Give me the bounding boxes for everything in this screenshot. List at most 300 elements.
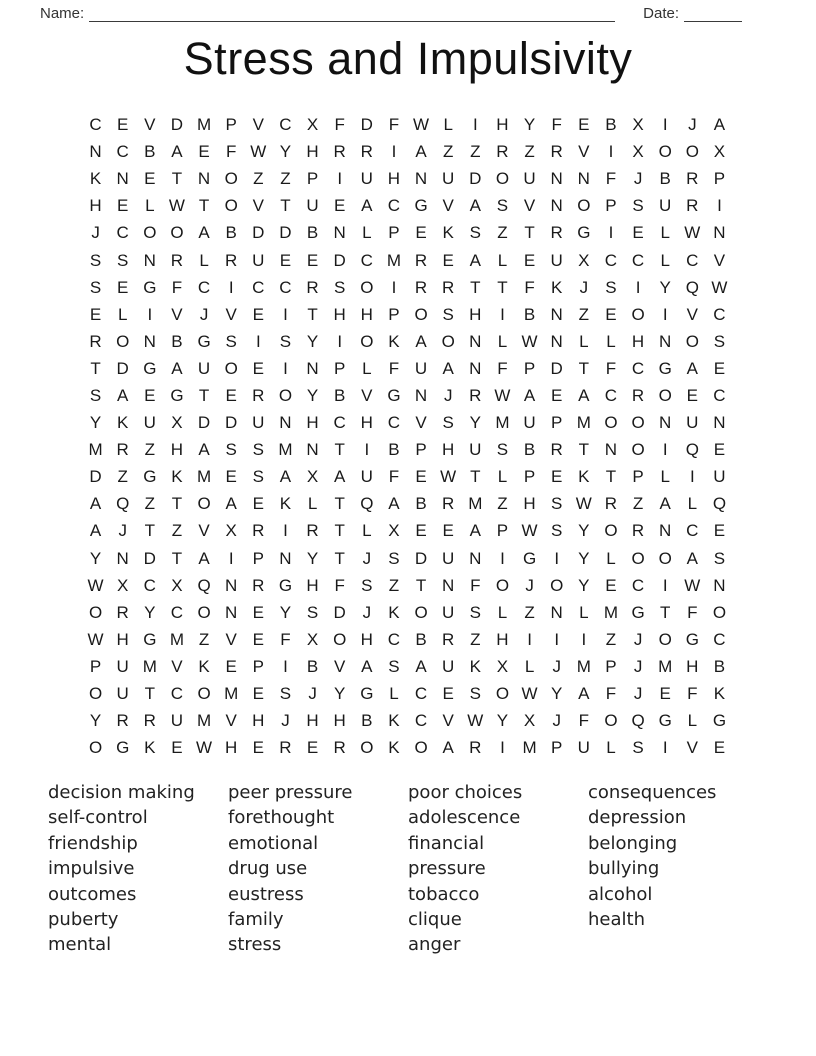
grid-letter: L: [362, 521, 372, 541]
grid-letter: H: [442, 440, 455, 460]
grid-letter: W: [684, 223, 701, 243]
word-search-grid: [82, 111, 733, 762]
grid-letter: G: [522, 548, 537, 568]
grid-letter: V: [198, 521, 210, 541]
grid-letter: S: [89, 277, 102, 297]
grid-letter: M: [196, 115, 212, 135]
grid-letter: R: [333, 142, 346, 162]
grid-letter: E: [415, 521, 427, 541]
grid-letter: C: [686, 521, 699, 541]
grid-letter: O: [495, 169, 510, 189]
word-item: eustress: [228, 883, 304, 905]
grid-letter: Y: [306, 331, 319, 351]
grid-letter: R: [442, 629, 455, 649]
grid-letter: R: [469, 738, 482, 758]
grid-letter: P: [523, 358, 536, 378]
grid-letter: P: [252, 548, 264, 568]
grid-letter: A: [198, 548, 210, 568]
grid-letter: A: [361, 656, 373, 676]
grid-letter: N: [550, 196, 563, 216]
grid-letter: Y: [306, 385, 319, 405]
grid-letter: T: [307, 304, 318, 324]
grid-letter: I: [500, 304, 505, 324]
word-item: health: [588, 909, 645, 931]
grid-letter: S: [469, 223, 481, 243]
grid-letter: D: [225, 413, 238, 433]
grid-letter: A: [442, 738, 454, 758]
grid-letter: Z: [144, 494, 155, 514]
grid-letter: I: [283, 304, 288, 324]
grid-letter: N: [225, 575, 238, 595]
grid-letter: C: [713, 385, 726, 405]
grid-letter: U: [197, 358, 211, 378]
grid-letter: O: [495, 575, 510, 595]
grid-letter: O: [658, 548, 672, 568]
grid-letter: K: [89, 169, 102, 189]
grid-letter: E: [713, 738, 726, 758]
grid-letter: O: [441, 331, 455, 351]
grid-letter: P: [605, 196, 617, 216]
grid-letter: S: [361, 575, 373, 595]
grid-letter: E: [578, 115, 590, 135]
grid-letter: Z: [497, 223, 508, 243]
grid-letter: K: [713, 684, 726, 704]
grid-letter: H: [360, 413, 373, 433]
grid-letter: S: [225, 331, 237, 351]
grid-letter: B: [713, 656, 726, 676]
grid-letter: S: [605, 277, 617, 297]
grid-letter: Y: [578, 575, 590, 595]
grid-letter: E: [252, 738, 264, 758]
grid-letter: T: [198, 196, 210, 216]
grid-letter: H: [306, 142, 319, 162]
grid-letter: Z: [442, 142, 454, 162]
grid-letter: J: [91, 223, 100, 243]
grid-letter: F: [388, 467, 400, 487]
grid-letter: H: [225, 738, 238, 758]
grid-letter: I: [608, 142, 614, 162]
grid-letter: R: [252, 575, 265, 595]
grid-letter: V: [523, 196, 536, 216]
grid-letter: O: [197, 684, 211, 704]
grid-letter: A: [469, 250, 481, 270]
grid-letter: N: [469, 358, 482, 378]
grid-letter: S: [89, 385, 102, 405]
grid-letter: R: [442, 494, 455, 514]
grid-letter: L: [579, 331, 589, 351]
grid-letter: L: [579, 602, 589, 622]
grid-letter: G: [685, 629, 699, 649]
grid-letter: G: [143, 629, 157, 649]
grid-letter: B: [415, 494, 427, 514]
grid-letter: P: [415, 440, 427, 460]
grid-letter: U: [143, 413, 156, 433]
grid-letter: W: [711, 277, 728, 297]
grid-letter: I: [662, 738, 668, 758]
grid-letter: E: [252, 358, 264, 378]
grid-letter: T: [334, 440, 345, 460]
grid-letter: M: [278, 440, 293, 460]
grid-letter: W: [196, 738, 213, 758]
grid-letter: A: [388, 494, 400, 514]
grid-letter: R: [686, 169, 699, 189]
grid-letter: D: [279, 223, 292, 243]
grid-letter: K: [388, 711, 400, 731]
grid-letter: E: [551, 467, 563, 487]
grid-letter: O: [224, 169, 238, 189]
grid-letter: O: [685, 142, 699, 162]
grid-letter: P: [713, 169, 726, 189]
grid-letter: L: [497, 602, 508, 622]
grid-letter: O: [414, 304, 428, 324]
word-item: family: [228, 909, 284, 931]
grid-letter: O: [495, 684, 510, 704]
grid-letter: G: [658, 358, 672, 378]
grid-letter: L: [389, 684, 399, 704]
grid-letter: J: [118, 521, 127, 541]
grid-letter: O: [360, 738, 374, 758]
grid-letter: L: [497, 250, 508, 270]
grid-letter: L: [606, 331, 616, 351]
grid-letter: O: [604, 521, 618, 541]
grid-letter: Q: [116, 494, 130, 514]
grid-letter: A: [89, 494, 102, 514]
grid-letter: S: [551, 521, 563, 541]
word-list-column: [48, 780, 228, 958]
name-blank-line[interactable]: [89, 7, 615, 22]
grid-letter: V: [171, 304, 183, 324]
grid-letter: P: [551, 738, 563, 758]
grid-letter: R: [252, 385, 265, 405]
grid-letter: T: [470, 277, 481, 297]
grid-letter: F: [578, 711, 589, 731]
grid-letter: U: [360, 467, 373, 487]
grid-letter: I: [283, 521, 288, 541]
grid-letter: O: [414, 602, 428, 622]
word-item: clique: [408, 909, 462, 931]
grid-letter: P: [496, 521, 509, 541]
grid-letter: C: [414, 711, 428, 731]
grid-letter: E: [252, 494, 264, 514]
grid-letter: F: [605, 358, 617, 378]
grid-letter: V: [252, 115, 264, 135]
grid-letter: E: [144, 169, 156, 189]
grid-letter: N: [550, 304, 563, 324]
grid-letter: Y: [469, 413, 481, 433]
grid-letter: Y: [306, 548, 319, 568]
grid-letter: G: [387, 385, 401, 405]
grid-letter: U: [360, 169, 373, 189]
grid-letter: W: [684, 575, 701, 595]
grid-letter: O: [360, 331, 374, 351]
grid-letter: C: [713, 629, 726, 649]
grid-letter: S: [713, 331, 726, 351]
grid-letter: A: [578, 385, 590, 405]
grid-letter: T: [334, 521, 345, 541]
grid-letter: X: [306, 115, 319, 135]
word-item: pressure: [408, 858, 486, 880]
grid-letter: L: [606, 548, 616, 568]
grid-letter: R: [333, 738, 346, 758]
grid-letter: X: [632, 115, 644, 135]
word-item: financial: [408, 832, 485, 854]
grid-letter: L: [497, 331, 508, 351]
grid-letter: L: [687, 711, 698, 731]
grid-letter: I: [554, 629, 560, 649]
grid-letter: E: [713, 358, 726, 378]
grid-letter: N: [713, 223, 726, 243]
grid-letter: T: [334, 494, 345, 514]
grid-letter: M: [658, 656, 673, 676]
grid-letter: V: [442, 196, 454, 216]
grid-letter: H: [116, 629, 129, 649]
grid-letter: A: [469, 521, 481, 541]
grid-letter: Y: [89, 413, 102, 433]
grid-letter: R: [279, 738, 292, 758]
grid-letter: R: [631, 385, 645, 405]
grid-letter: E: [632, 223, 644, 243]
grid-letter: A: [523, 385, 536, 405]
grid-letter: V: [225, 304, 237, 324]
grid-letter: R: [143, 711, 156, 731]
grid-letter: R: [252, 521, 265, 541]
grid-letter: F: [605, 169, 617, 189]
grid-letter: O: [604, 413, 618, 433]
grid-letter: H: [306, 711, 319, 731]
grid-letter: C: [279, 277, 292, 297]
grid-letter: E: [117, 115, 129, 135]
grid-letter: H: [387, 169, 401, 189]
grid-letter: C: [143, 575, 156, 595]
grid-letter: G: [143, 467, 157, 487]
grid-letter: O: [712, 602, 727, 622]
grid-letter: Y: [496, 711, 509, 731]
grid-letter: A: [659, 494, 671, 514]
date-blank-line[interactable]: [684, 7, 742, 22]
grid-letter: H: [306, 413, 319, 433]
grid-letter: E: [252, 629, 264, 649]
page-title: Stress and Impulsivity: [183, 33, 633, 84]
grid-letter: Q: [685, 440, 699, 460]
grid-letter: N: [469, 548, 482, 568]
grid-letter: E: [117, 277, 129, 297]
grid-letter: O: [658, 142, 672, 162]
grid-letter: X: [713, 142, 726, 162]
grid-letter: C: [252, 277, 265, 297]
grid-letter: E: [89, 304, 102, 324]
grid-letter: S: [551, 494, 563, 514]
grid-letter: U: [116, 656, 129, 676]
grid-letter: I: [581, 629, 587, 649]
grid-letter: Y: [279, 602, 292, 622]
grid-letter: G: [658, 711, 672, 731]
grid-letter: O: [631, 413, 645, 433]
grid-letter: W: [413, 115, 430, 135]
grid-letter: P: [388, 223, 400, 243]
grid-letter: Z: [470, 142, 481, 162]
grid-letter: L: [687, 494, 698, 514]
grid-letter: I: [391, 142, 397, 162]
grid-letter: S: [469, 684, 481, 704]
grid-letter: J: [633, 656, 643, 676]
grid-letter: Z: [470, 629, 481, 649]
grid-letter: V: [334, 656, 346, 676]
grid-letter: A: [334, 467, 346, 487]
grid-letter: H: [523, 494, 536, 514]
grid-letter: T: [497, 277, 508, 297]
grid-letter: R: [604, 494, 618, 514]
grid-letter: H: [496, 629, 509, 649]
grid-letter: R: [89, 331, 102, 351]
grid-letter: T: [144, 521, 155, 541]
grid-letter: P: [523, 467, 536, 487]
grid-letter: C: [279, 115, 292, 135]
grid-letter: V: [252, 196, 264, 216]
grid-letter: A: [361, 196, 373, 216]
grid-letter: D: [116, 358, 129, 378]
grid-letter: S: [252, 467, 264, 487]
grid-letter: R: [116, 440, 129, 460]
grid-letter: A: [578, 684, 590, 704]
grid-letter: J: [579, 277, 589, 297]
grid-letter: R: [225, 250, 238, 270]
grid-letter: R: [116, 711, 129, 731]
grid-letter: N: [197, 169, 211, 189]
grid-letter: S: [496, 196, 509, 216]
grid-letter: Z: [605, 629, 617, 649]
grid-letter: X: [578, 250, 590, 270]
grid-letter: W: [494, 385, 511, 405]
grid-letter: W: [168, 196, 185, 216]
grid-letter: E: [279, 250, 292, 270]
grid-letter: C: [604, 385, 618, 405]
grid-letter: I: [717, 196, 722, 216]
grid-letter: J: [552, 656, 561, 676]
grid-letter: Y: [523, 115, 536, 135]
grid-letter: F: [334, 115, 345, 135]
grid-letter: K: [578, 467, 590, 487]
grid-letter: B: [225, 223, 237, 243]
grid-letter: H: [333, 711, 346, 731]
grid-letter: D: [197, 413, 211, 433]
grid-letter: O: [333, 629, 347, 649]
grid-letter: Z: [253, 169, 264, 189]
grid-letter: F: [280, 629, 291, 649]
grid-letter: L: [497, 467, 508, 487]
grid-letter: E: [415, 223, 427, 243]
grid-letter: O: [658, 629, 672, 649]
grid-letter: B: [659, 169, 671, 189]
grid-letter: J: [688, 115, 697, 135]
grid-letter: I: [500, 738, 505, 758]
grid-letter: T: [171, 169, 183, 189]
grid-letter: E: [442, 521, 454, 541]
grid-letter: B: [361, 711, 373, 731]
grid-letter: R: [170, 250, 184, 270]
grid-letter: T: [524, 223, 535, 243]
word-item: stress: [228, 934, 282, 956]
grid-letter: Y: [334, 684, 346, 704]
word-item: poor choices: [408, 782, 523, 803]
grid-letter: O: [577, 196, 591, 216]
grid-letter: E: [442, 250, 454, 270]
word-item: outcomes: [48, 883, 137, 905]
grid-letter: G: [170, 385, 184, 405]
grid-letter: F: [524, 277, 535, 297]
grid-letter: A: [415, 656, 427, 676]
grid-letter: C: [116, 142, 129, 162]
grid-letter: G: [116, 738, 130, 758]
grid-letter: T: [659, 602, 671, 622]
grid-letter: I: [527, 629, 532, 649]
grid-letter: K: [144, 738, 156, 758]
grid-letter: Y: [578, 521, 590, 541]
grid-letter: S: [713, 548, 726, 568]
grid-letter: I: [472, 115, 478, 135]
grid-letter: I: [283, 656, 288, 676]
grid-letter: T: [171, 494, 183, 514]
grid-letter: W: [467, 711, 484, 731]
grid-letter: F: [388, 358, 400, 378]
grid-letter: C: [170, 684, 184, 704]
grid-letter: T: [578, 358, 589, 378]
grid-letter: F: [497, 358, 508, 378]
grid-letter: G: [360, 684, 374, 704]
grid-letter: C: [387, 629, 401, 649]
grid-letter: H: [631, 331, 645, 351]
grid-letter: B: [523, 440, 536, 460]
grid-letter: E: [252, 304, 264, 324]
grid-letter: J: [633, 169, 643, 189]
grid-letter: P: [605, 656, 617, 676]
grid-letter: N: [713, 413, 726, 433]
grid-letter: K: [388, 738, 400, 758]
grid-letter: W: [250, 142, 267, 162]
grid-letter: H: [469, 304, 482, 324]
grid-letter: O: [88, 602, 103, 622]
grid-letter: E: [144, 385, 156, 405]
grid-letter: P: [252, 656, 264, 676]
grid-letter: C: [387, 196, 401, 216]
grid-letter: Z: [280, 169, 291, 189]
grid-letter: Z: [578, 304, 589, 324]
grid-letter: I: [662, 575, 668, 595]
grid-letter: U: [170, 711, 184, 731]
grid-letter: K: [388, 602, 400, 622]
grid-letter: E: [605, 304, 617, 324]
grid-letter: N: [659, 521, 672, 541]
grid-letter: B: [144, 142, 156, 162]
grid-letter: N: [279, 548, 292, 568]
grid-letter: N: [279, 413, 292, 433]
grid-letter: N: [550, 169, 563, 189]
grid-letter: H: [170, 440, 184, 460]
grid-letter: S: [279, 331, 292, 351]
grid-letter: H: [360, 304, 373, 324]
grid-letter: R: [686, 196, 699, 216]
grid-letter: B: [523, 304, 536, 324]
grid-letter: L: [145, 196, 155, 216]
grid-letter: K: [279, 494, 292, 514]
grid-letter: E: [659, 684, 671, 704]
grid-letter: O: [414, 738, 428, 758]
word-list-column: [408, 780, 588, 958]
grid-letter: C: [686, 250, 699, 270]
grid-letter: A: [415, 331, 427, 351]
grid-letter: U: [550, 250, 563, 270]
grid-letter: D: [89, 467, 102, 487]
grid-letter: I: [635, 277, 641, 297]
